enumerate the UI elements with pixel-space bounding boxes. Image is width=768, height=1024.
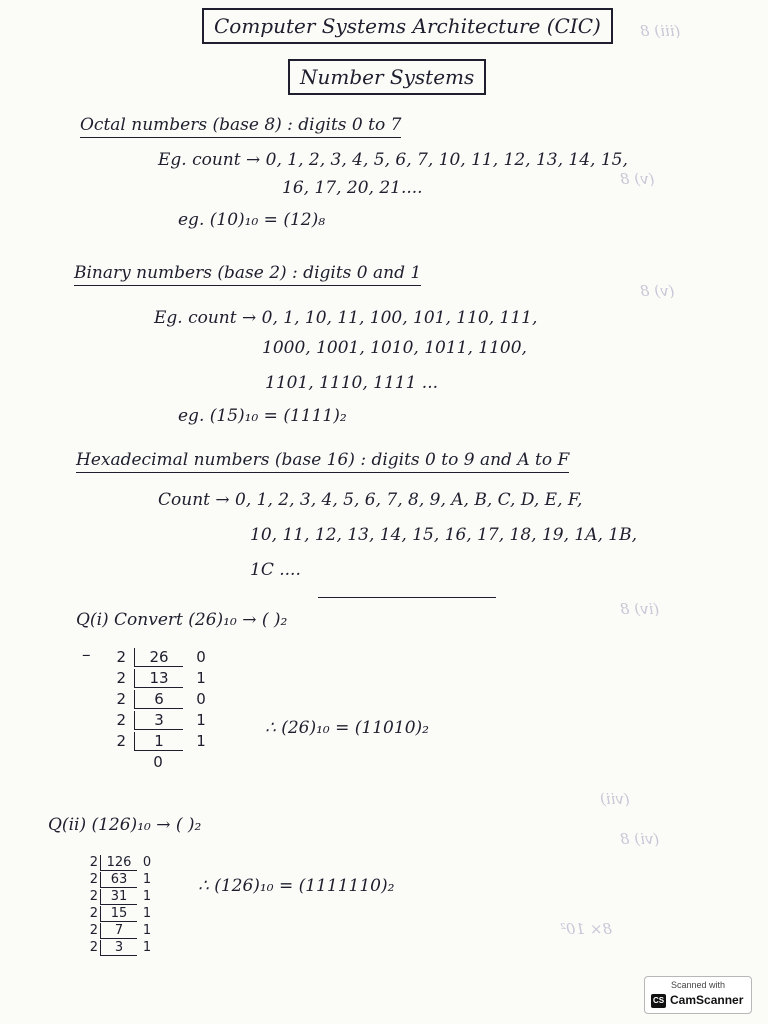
division-row: [112, 648, 212, 669]
remainder: 1: [142, 906, 152, 921]
divisor: 2: [89, 872, 98, 887]
watermark-caption: Scanned with: [670, 980, 726, 990]
section-title: Number Systems: [288, 59, 486, 95]
dividend: 31: [100, 889, 137, 905]
hexadecimal-count-line: 1C ....: [250, 560, 301, 580]
bleed-through-mark: (vii): [600, 790, 630, 808]
page-title: Computer Systems Architecture (CIC): [202, 8, 613, 44]
divisor: 2: [116, 669, 126, 687]
dividend: 3: [100, 940, 137, 956]
division-row: [84, 872, 174, 889]
dividend: 126: [100, 855, 137, 871]
dividend: 26: [134, 648, 183, 667]
remainder: 1: [196, 732, 206, 750]
division-row: [112, 690, 212, 711]
divisor: 2: [116, 690, 126, 708]
dividend: 63: [100, 872, 137, 888]
divisor: 2: [116, 732, 126, 750]
bleed-through-mark: (v) 8: [640, 282, 675, 300]
question-1-result: ∴ (26)₁₀ = (11010)₂: [265, 718, 429, 738]
division-row: [112, 711, 212, 732]
dividend: 15: [100, 906, 137, 922]
remainder: 0: [196, 690, 206, 708]
octal-count-line: Eg. count → 0, 1, 2, 3, 4, 5, 6, 7, 10, 11, 12, 13, 14, 15,: [158, 150, 628, 170]
bleed-through-mark: (iv) 8: [620, 600, 660, 618]
bleed-through-mark: (vi) 8: [620, 830, 660, 848]
remainder: 1: [142, 872, 152, 887]
remainder: 1: [142, 923, 152, 938]
hexadecimal-count-line: 10, 11, 12, 13, 14, 15, 16, 17, 18, 19, 1A, 1B,: [250, 525, 638, 545]
division-row: [112, 669, 212, 690]
final-quotient: 0: [153, 753, 163, 771]
dividend: 7: [100, 923, 137, 939]
divisor: 2: [89, 855, 98, 870]
division-row: [84, 855, 174, 872]
division-row: [112, 732, 212, 753]
watermark-brand: CamScanner: [670, 993, 744, 1007]
divisor: 2: [89, 940, 98, 955]
division-row: [84, 906, 174, 923]
remainder: 1: [196, 711, 206, 729]
divisor: 2: [116, 711, 126, 729]
division-table-126: [84, 855, 174, 957]
remainder: 0: [196, 648, 206, 666]
binary-heading: Binary numbers (base 2) : digits 0 and 1: [74, 263, 421, 286]
remainder: 1: [142, 889, 152, 904]
remainder: 1: [196, 669, 206, 687]
bleed-through-mark: 8× 10²: [560, 920, 612, 938]
octal-count-line: 16, 17, 20, 21....: [282, 178, 423, 198]
question-1-prompt: Q(i) Convert (26)₁₀ → ( )₂: [76, 610, 288, 630]
hexadecimal-heading: Hexadecimal numbers (base 16) : digits 0 to 9 and A to F: [76, 450, 569, 473]
section-divider: [318, 597, 496, 598]
question-2-result: ∴ (126)₁₀ = (1111110)₂: [198, 876, 395, 896]
dividend: 13: [134, 669, 183, 688]
hexadecimal-count-line: Count → 0, 1, 2, 3, 4, 5, 6, 7, 8, 9, A, B, C, D, E, F,: [158, 490, 583, 510]
division-row: [112, 753, 212, 774]
octal-example: eg. (10)₁₀ = (12)₈: [178, 210, 326, 230]
octal-heading: Octal numbers (base 8) : digits 0 to 7: [80, 115, 401, 138]
binary-example: eg. (15)₁₀ = (1111)₂: [178, 406, 347, 426]
question-2-prompt: Q(ii) (126)₁₀ → ( )₂: [48, 815, 202, 835]
remainder: 1: [142, 940, 152, 955]
camscanner-watermark: [644, 976, 752, 1014]
division-row: [84, 940, 174, 957]
division-row: [84, 889, 174, 906]
division-row: [84, 923, 174, 940]
dividend: 6: [134, 690, 183, 709]
binary-count-line: Eg. count → 0, 1, 10, 11, 100, 101, 110, 111,: [154, 308, 538, 328]
divisor: 2: [89, 906, 98, 921]
division-table-26: [112, 648, 212, 774]
divisor: 2: [89, 923, 98, 938]
divisor: 2: [89, 889, 98, 904]
camscanner-logo-icon: CS: [651, 994, 666, 1008]
dividend: 1: [134, 732, 183, 751]
bleed-through-mark: (v) 8: [620, 170, 655, 188]
binary-count-line: 1101, 1110, 1111 ...: [265, 373, 439, 393]
divisor: 2: [116, 648, 126, 666]
bleed-through-mark: (iii) 8: [640, 22, 681, 40]
dividend: 3: [134, 711, 183, 730]
binary-count-line: 1000, 1001, 1010, 1011, 1100,: [262, 338, 527, 358]
remainder: 0: [142, 855, 152, 870]
division-dash: –: [82, 645, 91, 665]
